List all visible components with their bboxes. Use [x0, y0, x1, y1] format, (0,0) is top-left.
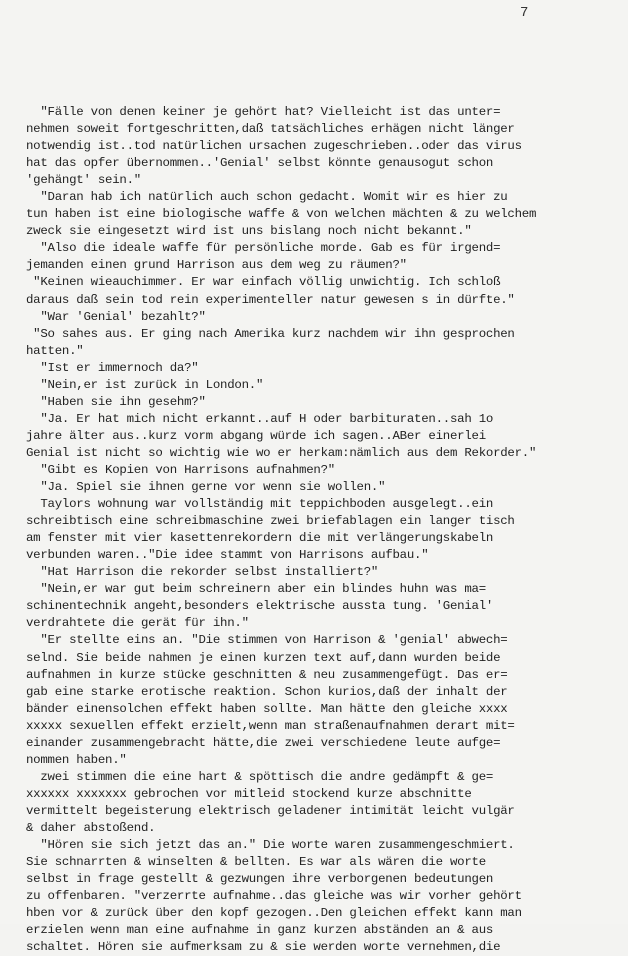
text-line: vermittelt begeisterung elektrisch geladener intimität leicht vulgär	[26, 803, 515, 818]
text-line: hatten."	[26, 343, 84, 358]
text-line: bänder einensolchen effekt haben sollte. Man hätte den gleiche xxxx	[26, 701, 508, 716]
text-line: schaltet. Hören sie aufmerksam zu & sie werden worte vernehmen,die	[26, 940, 501, 955]
page-number: 7	[520, 5, 529, 21]
text-line: schreibtisch eine schreibmaschine zwei briefablagen ein langer tisch	[26, 514, 515, 529]
text-line: nommen haben."	[26, 752, 127, 767]
text-line: "So sahes aus. Er ging nach Amerika kurz nachdem wir ihn gesprochen	[26, 326, 515, 341]
text-line: tun haben ist eine biologische waffe & von welchen mächten & zu welchem	[26, 207, 537, 222]
text-line: aufnahmen in kurze stücke geschnitten & neu zusammengefügt. Das er=	[26, 667, 508, 682]
text-line: nehmen soweit fortgeschritten,daß tatsächliches erhägen nicht länger	[26, 122, 515, 137]
text-line: "Hat Harrison die rekorder selbst installiert?"	[26, 565, 379, 580]
text-line: xxxxx sexuellen effekt erzielt,wenn man straßenaufnahmen derart mit=	[26, 718, 515, 733]
text-line: "Keinen wieauchimmer. Er war einfach völlig unwichtig. Ich schloß	[26, 275, 501, 290]
text-line: "Er stellte eins an. "Die stimmen von Harrison & 'genial' abwech=	[26, 633, 508, 648]
text-line: hben vor & zurück über den kopf gezogen..Den gleichen effekt kann man	[26, 906, 522, 921]
text-line: verbunden waren.."Die idee stammt von Harrisons aufbau."	[26, 548, 429, 563]
text-line: & daher abstoßend.	[26, 820, 156, 835]
text-line: einander zusammengebracht hätte,die zwei verschiedene leute aufge=	[26, 735, 501, 750]
text-line: Genial ist nicht so wichtig wie wo er herkam:nämlich aus dem Rekorder."	[26, 445, 537, 460]
text-line: "Hören sie sich jetzt das an." Die worte waren zusammengeschmiert.	[26, 838, 515, 853]
text-line: zu offenbaren. "verzerrte aufnahme..das gleiche was wir vorher gehört	[26, 889, 522, 904]
text-line: notwendig ist..tod natürlichen ursachen zugeschrieben..oder das virus	[26, 139, 522, 154]
text-line: Sie schnarrten & winselten & bellten. Es war als wären die worte	[26, 855, 486, 870]
text-line: selbst in frage gestellt & gezwungen ihre verborgenen bedeutungen	[26, 872, 494, 887]
text-line: "Ist er immernoch da?"	[26, 360, 199, 375]
text-line: "Nein,er ist zurück in London."	[26, 377, 264, 392]
text-line: hat das opfer übernommen..'Genial' selbst könnte genausogut schon	[26, 156, 494, 171]
text-line: "Fälle von denen keiner je gehört hat? Vielleicht ist das unter=	[26, 105, 501, 119]
text-line: "Ja. Spiel sie ihnen gerne vor wenn sie wollen."	[26, 480, 386, 495]
text-line: "Haben sie ihn gesehm?"	[26, 394, 206, 409]
text-line: am fenster mit vier kasettenrekordern die mit verlängerungskabeln	[26, 531, 494, 546]
text-line: zwei stimmen die eine hart & spöttisch die andre gedämpft & ge=	[26, 769, 494, 784]
text-line: selnd. Sie beide nahmen je einen kurzen text auf,dann wurden beide	[26, 650, 501, 665]
text-line: zweck sie eingesetzt wird ist uns bislang noch nicht bekannt."	[26, 224, 472, 239]
text-line: jemanden einen grund Harrison aus dem weg zu räumen?"	[26, 258, 407, 273]
text-line: "Also die ideale waffe für persönliche morde. Gab es für irgend=	[26, 241, 501, 256]
text-line: "Daran hab ich natürlich auch schon gedacht. Womit wir es hier zu	[26, 190, 508, 205]
text-line: 'gehängt' sein."	[26, 173, 141, 188]
text-line: daraus daß sein tod rein experimenteller natur gewesen s in dürfte."	[26, 292, 515, 307]
text-line: "Gibt es Kopien von Harrisons aufnahmen?"	[26, 462, 335, 477]
text-line: "Nein,er war gut beim schreinern aber ein blindes huhn was ma=	[26, 582, 486, 597]
text-line: Taylors wohnung war vollständig mit teppichboden ausgelegt..ein	[26, 497, 494, 512]
text-line: "War 'Genial' bezahlt?"	[26, 309, 206, 324]
text-line: erzielen wenn man eine aufnahme in ganz kurzen abständen an & aus	[26, 923, 494, 938]
text-line: "Ja. Er hat mich nicht erkannt..auf H oder barbituraten..sah 1o	[26, 411, 494, 426]
typewritten-body	[26, 104, 626, 956]
text-line: schinentechnik angeht,besonders elektrische aussta tung. 'Genial'	[26, 599, 494, 614]
text-line: jahre älter aus..kurz vorm abgang würde ich sagen..ABer einerlei	[26, 428, 486, 443]
text-line: xxxxxx xxxxxxx gebrochen vor mitleid stockend kurze abschnitte	[26, 786, 472, 801]
text-line: verdrahtete die gerät für ihn."	[26, 616, 249, 631]
text-line: gab eine starke erotische reaktion. Schon kurios,daß der inhalt der	[26, 684, 508, 699]
